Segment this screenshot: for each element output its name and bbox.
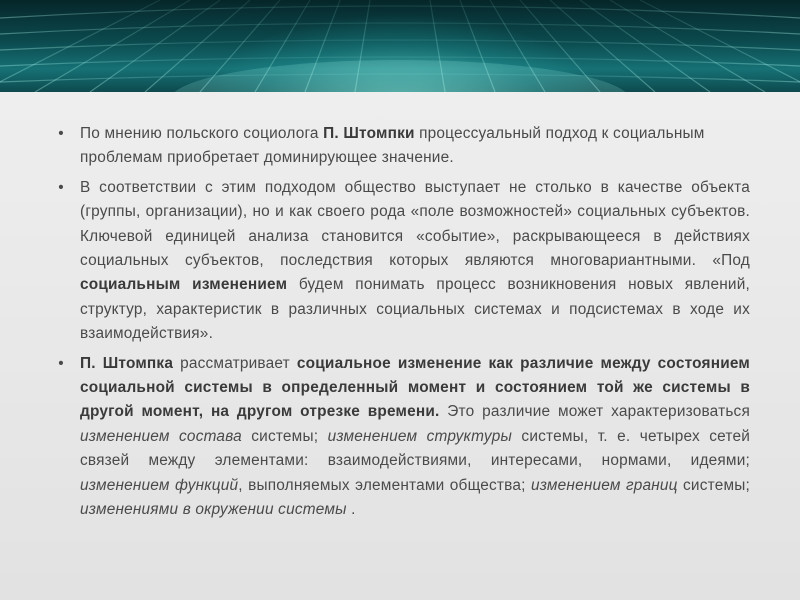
text-run: . (346, 501, 356, 519)
text-run: , выполняемых элементами общества; (238, 476, 531, 494)
grid-pattern-decoration (0, 0, 800, 92)
text-run: системы, т. е. четырех сетей связей между элементами: взаимодействиями, интересами, нормами, идеями; (80, 427, 751, 470)
bullet-list (54, 122, 750, 528)
text-run: Это различие может характеризоваться (439, 403, 750, 421)
term-italic: изменением границ (530, 476, 678, 494)
bullet-icon: • (58, 354, 64, 372)
text-run: рассматривает (173, 354, 297, 372)
text-run: В соответствии с этим подходом общество выступает не столько в качестве объекта (группы, организации), но и как своего рода «поле возможностей» социальных субъектов. Ключевой единицей анализа становится «событие», раскрывающееся в действиях социальных субъектов, последствия которых являются многовариантными. «Под (80, 178, 750, 270)
text-run: системы; (241, 427, 328, 445)
bullet-item (54, 176, 750, 347)
term-italic: изменением структуры (327, 427, 513, 445)
header-banner-image (0, 0, 800, 92)
definition-bold: социальное изменение как различие между состоянием социальной системы в определенный момент и состоянием той же системы в другой момент, на другом отрезке времени. (80, 354, 751, 421)
term-italic: изменениями в окружении системы (80, 501, 347, 519)
bullet-item (54, 352, 750, 523)
text-run: системы; (677, 476, 750, 494)
text-run: По мнению польского социолога (80, 125, 324, 142)
term-bold: социальным изменением (80, 276, 288, 294)
term-italic: изменением состава (80, 427, 242, 445)
bullet-icon: • (58, 125, 64, 142)
text-run: процессуальный подход к социальным проблемам приобретает доминирующее значение. (80, 125, 705, 167)
author-name: П. Штомпка (80, 354, 174, 372)
bullet-item (54, 122, 750, 171)
bullet-icon: • (58, 178, 64, 196)
term-italic: изменением функций (80, 476, 239, 494)
author-name: П. Штомпки (323, 125, 415, 142)
text-run: будем понимать процесс возникновения новых явлений, структур, характеристик в различных социальных системах и подсистемах в ходе их взаимодействия». (80, 276, 751, 343)
